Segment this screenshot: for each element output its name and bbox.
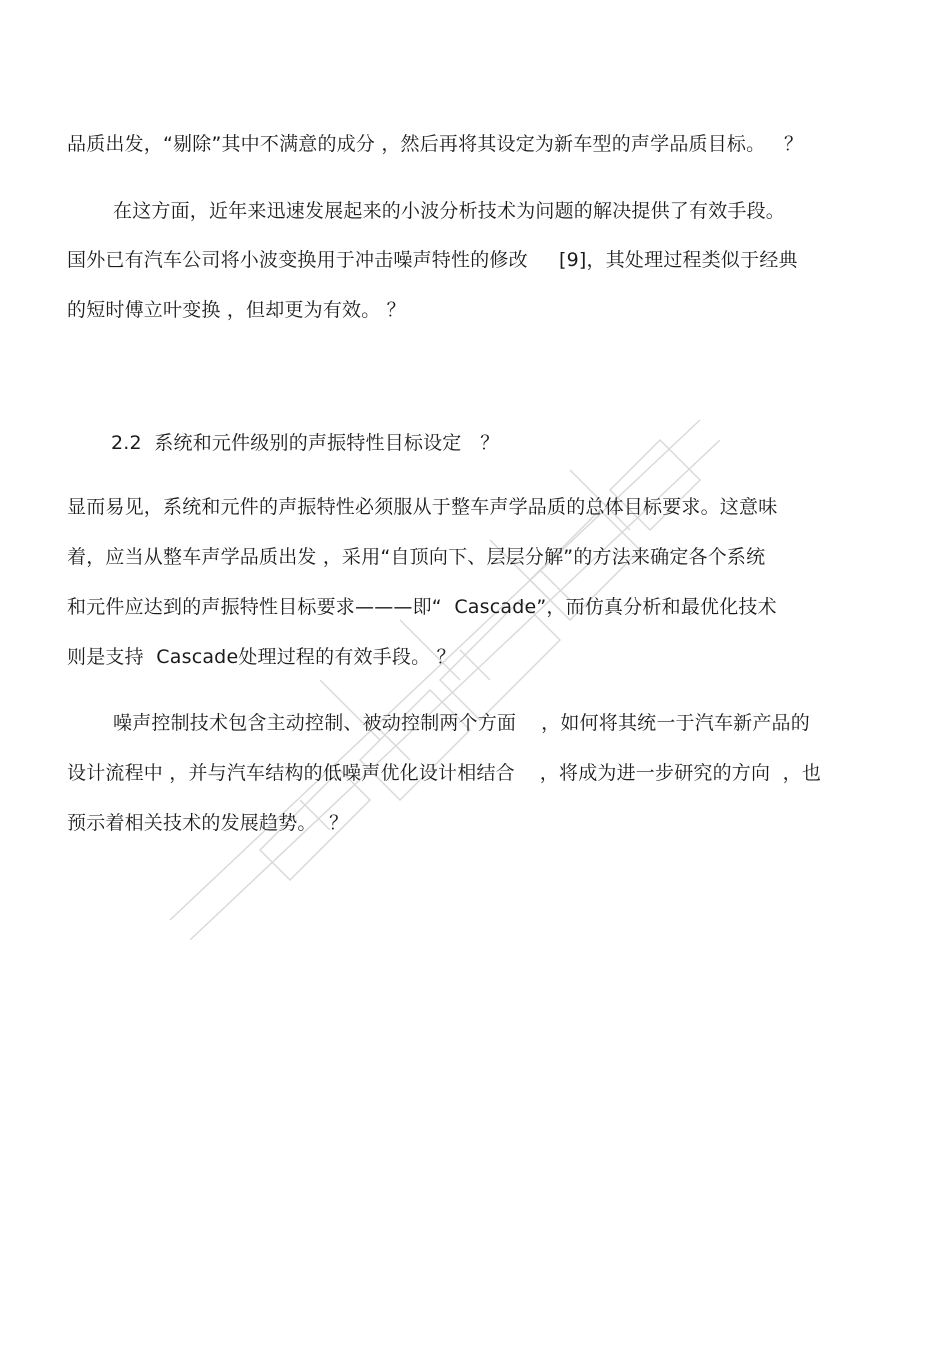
text-line: 显而易见，系统和元件的声振特性必须服从于整车声学品质的总体目标要求。这意味 (67, 496, 778, 518)
text-line: 预示着相关技术的发展趋势。 ？ (67, 812, 349, 834)
text-line: 着，应当从整车声学品质出发 ，采用“自顶向下、层层分解”的方法来确定各个系统 (67, 546, 766, 568)
text-line: 的短时傅立叶变换 ，但却更为有效。 ？ (67, 299, 406, 321)
text-line: 在这方面，近年来迅速发展起来的小波分析技术为问题的解决提供了有效手段。 (113, 200, 786, 222)
text-line: 国外已有汽车公司将小波变换用于冲击噪声特性的修改 [9]，其处理过程类似于经典 (67, 249, 798, 271)
text-line: 和元件应达到的声振特性目标要求———即“ Cascade”，而仿真分析和最优化技术 (67, 596, 777, 618)
text-line: 噪声控制技术包含主动控制、被动控制两个方面 ，如何将其统一于汽车新产品的 (113, 712, 810, 734)
text-line: 则是支持 Cascade处理过程的有效手段。 ？ (67, 646, 456, 668)
text-line: 品质出发，“剔除”其中不满意的成分 ，然后再将其设定为新车型的声学品质目标。 ？ (67, 133, 804, 155)
section-heading: 2.2 系统和元件级别的声振特性目标设定 ？ (111, 432, 500, 454)
text-line: 设计流程中 ，并与汽车结构的低噪声优化设计相结合 ，将成为进一步研究的方向 ，也 (67, 762, 822, 784)
